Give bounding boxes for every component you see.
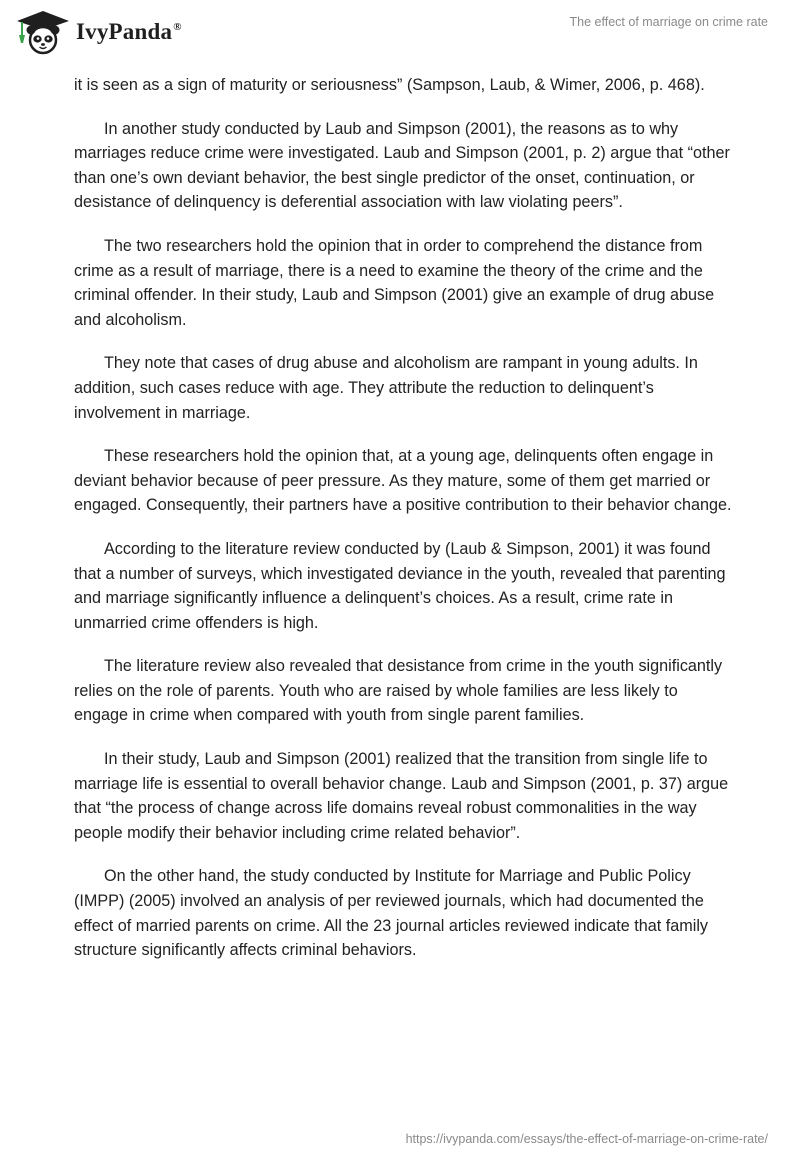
paragraph: These researchers hold the opinion that, at a young age, delinquents often engage in deviant behavior because of peer pressure. As they mature, some of them get married or engaged. Consequently, their partners have a positive contribution to their behavior change. <box>74 447 732 515</box>
paragraph: In their study, Laub and Simpson (2001) realized that the transition from single life to marriage life is essential to overall behavior change. Laub and Simpson (2001, p. 37) argue that “the process of change across life domains reveal robust commonalities in the way people modify their behavior including crime related behavior”. <box>74 750 729 842</box>
document-title: The effect of marriage on crime rate <box>569 15 768 29</box>
paragraph: The two researchers hold the opinion that in order to comprehend the distance from crime as a result of marriage, there is a need to examine the theory of the crime and the criminal offender. In their study, Laub and Simpson (2001) give an example of drug abuse and alcoholism. <box>74 236 715 329</box>
source-url-link[interactable]: https://ivypanda.com/essays/the-effect-of-marriage-on-crime-rate/ <box>405 1132 768 1146</box>
page-header <box>0 0 800 60</box>
paragraph: it is seen as a sign of maturity or seriousness” (Sampson, Laub, & Wimer, 2006, p. 468). <box>74 76 705 94</box>
brand-name: IvyPanda® <box>76 19 182 44</box>
paragraph: On the other hand, the study conducted by Institute for Marriage and Public Policy (IMPP) (2005) involved an analysis of per reviewed journals, which had documented the effect of married parents on crime. All the 23 journal articles reviewed indicate that family structure significantly affects criminal behaviors. <box>74 867 709 960</box>
paragraph: The literature review also revealed that desistance from crime in the youth significantly relies on the role of parents. Youth who are raised by whole families are less likely to engage in crime when compared with youth from single parent families. <box>74 657 723 725</box>
paragraph: According to the literature review conducted by (Laub & Simpson, 2001) it was found that a number of surveys, which investigated deviance in the youth, revealed that parenting and marriage significantly influence a delinquent’s choices. As a result, crime rate in unmarried crime offenders is high. <box>74 539 726 632</box>
paragraph: They note that cases of drug abuse and alcoholism are rampant in young adults. In addition, such cases reduce with age. They attribute the reduction to delinquent’s involvement in marriage. <box>74 354 698 422</box>
paragraph: In another study conducted by Laub and Simpson (2001), the reasons as to why marriages reduce crime were investigated. Laub and Simpson (2001, p. 2) argue that “other than one’s own deviant behavior, the best single predictor of the onset, continuation, or desistance of delinquency is deferential association with law violating peers”. <box>74 119 730 212</box>
ivypanda-logo[interactable] <box>14 8 182 56</box>
panda-graduation-cap-icon <box>14 9 72 55</box>
essay-body <box>74 73 734 982</box>
